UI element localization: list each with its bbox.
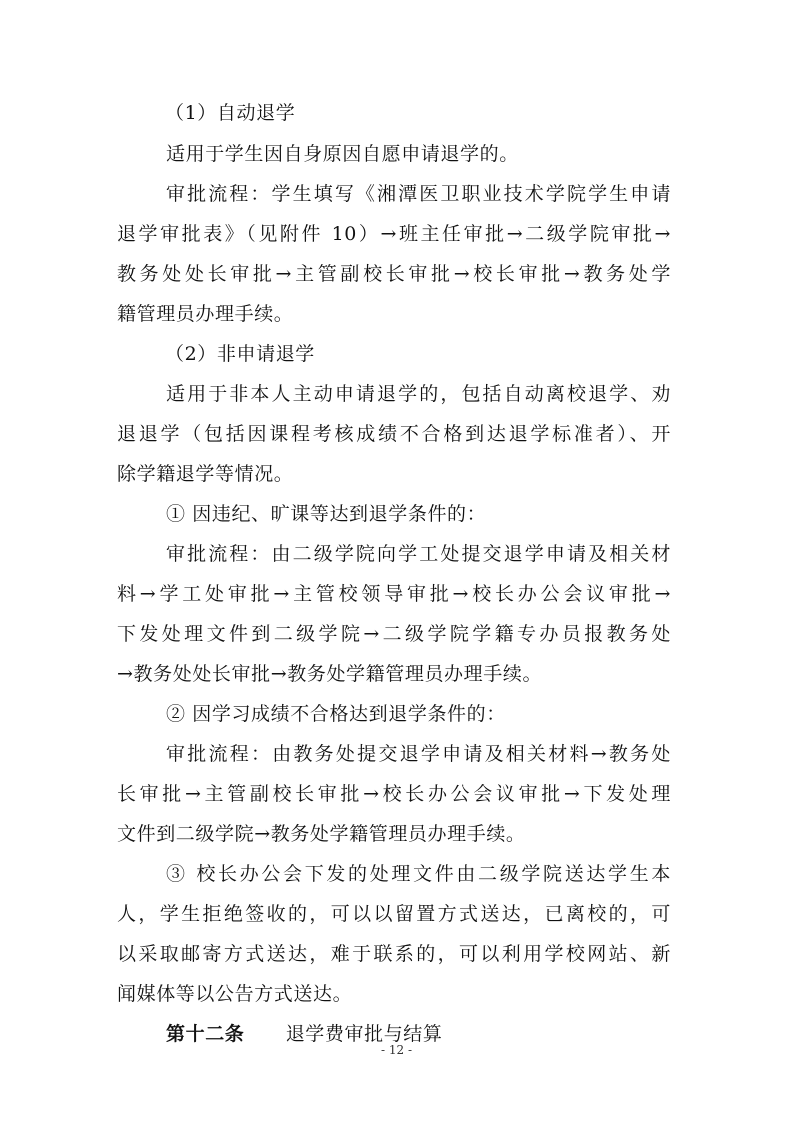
paragraph-line: 料→学工处审批→主管校领导审批→校长办公会议审批→ — [117, 583, 671, 605]
subitem-2-heading: ② 因学习成绩不合格达到退学条件的： — [166, 703, 506, 725]
article-number: 第十二条 — [166, 1023, 245, 1045]
subitem-1-heading: ① 因违纪、旷课等达到退学条件的： — [166, 503, 487, 525]
paragraph-line: 退退学（包括因课程考核成绩不合格到达退学标准者）、开 — [117, 423, 671, 445]
page-number: - 12 - — [380, 1043, 412, 1057]
paragraph-line: 退学审批表》（见附件 10）→班主任审批→二级学院审批→ — [117, 223, 671, 245]
paragraph-line: →教务处处长审批→教务处学籍管理员办理手续。 — [117, 663, 543, 685]
paragraph-line: 适用于非本人主动申请退学的，包括自动离校退学、劝 — [166, 383, 671, 405]
paragraph-line: 人，学生拒绝签收的，可以以留置方式送达，已离校的，可 — [117, 903, 671, 925]
paragraph-line: 以采取邮寄方式送达，难于联系的，可以利用学校网站、新 — [117, 943, 671, 965]
heading-auto-withdrawal: （1）自动退学 — [165, 102, 296, 124]
paragraph-line: 适用于学生因自身原因自愿申请退学的。 — [166, 143, 519, 165]
paragraph-line: 审批流程：由二级学院向学工处提交退学申请及相关材 — [166, 543, 671, 565]
paragraph-line: 闻媒体等以公告方式送达。 — [117, 983, 353, 1005]
heading-non-application-withdrawal: （2）非申请退学 — [165, 343, 315, 365]
paragraph-line: 籍管理员办理手续。 — [117, 303, 294, 325]
paragraph-line: 审批流程：学生填写《湘潭医卫职业技术学院学生申请 — [166, 183, 671, 205]
paragraph-line: 教务处处长审批→主管副校长审批→校长审批→教务处学 — [117, 263, 671, 285]
paragraph-line: 审批流程：由教务处提交退学申请及相关材料→教务处 — [166, 743, 671, 765]
article-title: 退学费审批与结算 — [285, 1023, 443, 1045]
paragraph-line: 除学籍退学等情况。 — [117, 463, 294, 485]
subitem-3-line: ③ 校长办公会下发的处理文件由二级学院送达学生本 — [166, 863, 671, 885]
paragraph-line: 文件到二级学院→教务处学籍管理员办理手续。 — [117, 823, 526, 845]
paragraph-line: 下发处理文件到二级学院→二级学院学籍专办员报教务处 — [117, 623, 671, 645]
paragraph-line: 长审批→主管副校长审批→校长办公会议审批→下发处理 — [117, 783, 671, 805]
